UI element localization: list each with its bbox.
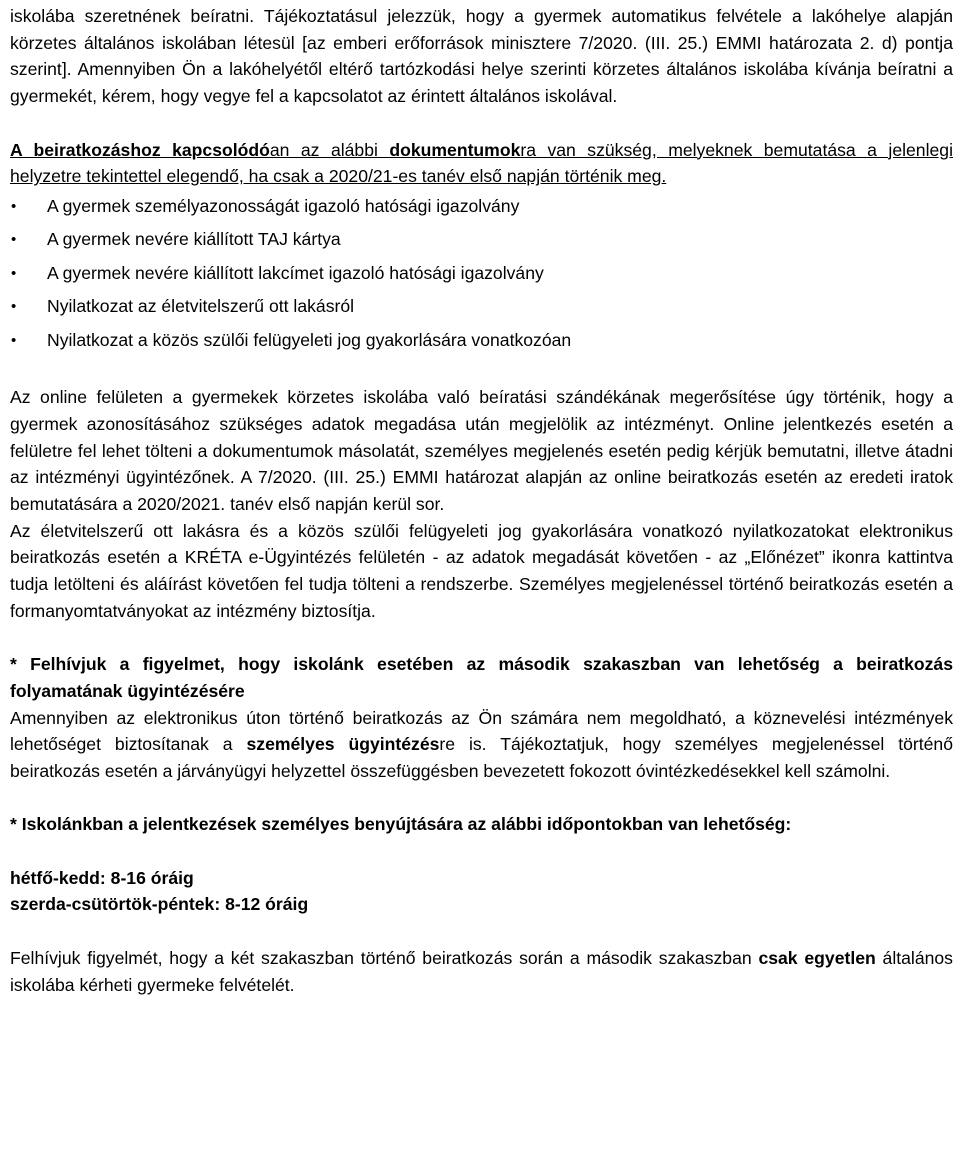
- intro-paragraph: iskolába szeretnének beíratni. Tájékoztatásul jelezzük, hogy a gyermek automatikus felvétele a lakóhelye alapján körzetes általános iskolában létesül [az emberi erőforrások minisztere 7/2020. (III. 25.) EMMI határozata 2. d) pontja szerint]. Amennyiben Ön a lakóhelyétől eltérő tartózkodási helye szerinti körzetes általános iskolába kívánja beíratni a gyermekét, kérem, hogy vegye fel a kapcsolatot az érintett általános iskolával.: [10, 6, 953, 107]
- list-item: [10, 290, 953, 324]
- list-item-label: Nyilatkozat a közös szülői felügyeleti jog gyakorlására vonatkozóan: [47, 329, 572, 350]
- notice-text-2: re is. Tájékoztatjuk, hogy személyes megjelenéssel történő beiratkozás esetén a járványügyi helyzettel összefüggésben bevezetett fokozott óvintézkedésekkel kell számolni.: [10, 734, 954, 781]
- documents-heading-bold-1: A beiratkozáshoz kapcsolódó: [10, 139, 270, 160]
- list-item-label: A gyermek nevére kiállított TAJ kártya: [47, 229, 341, 250]
- notice-text-bold: személyes ügyintézés: [246, 734, 440, 755]
- bullet-icon: •: [11, 331, 17, 349]
- closing-text-2: általános iskolába kérheti gyermeke felvételét.: [10, 947, 953, 995]
- spacer: [10, 110, 953, 137]
- list-item: [10, 324, 953, 358]
- spacer: [10, 785, 953, 812]
- documents-heading-bold-2: dokumentumok: [389, 139, 521, 160]
- notice-heading: * Felhívjuk a figyelmet, hogy iskolánk esetében az második szakaszban van lehetőség a beiratkozás folyamatának ügyintézésére: [10, 654, 953, 701]
- spacer: [10, 918, 953, 945]
- online-enrollment-paragraph: Az online felületen a gyermekek körzetes iskolába való beíratási szándékának megerősítése úgy történik, hogy a gyermek azonosításához szükséges adatok megadása után megjelölik az intézményt. Online jelentkezés esetén a felületre fel lehet tölteni a dokumentumok másolatát, személyes megjelenés esetén pedig kérjük bemutatni, illetve átadni az intézményi ügyintézőnek. A 7/2020. (III. 25.) EMMI határozat alapján az online beiratkozás esetén az eredeti iratok bemutatására a 2020/2021. tanév első napján kerül sor.: [10, 387, 953, 514]
- documents-heading-text-1: an az alábbi: [269, 139, 390, 160]
- list-item: [10, 223, 953, 257]
- closing-paragraph: [10, 945, 953, 998]
- list-item-label: Nyilatkozat az életvitelszerű ott lakásról: [47, 296, 355, 317]
- spacer: [10, 624, 953, 651]
- schedule-heading: * Iskolánkban a jelentkezések személyes benyújtására az alábbi időpontokban van lehetőség:: [10, 814, 792, 835]
- list-item: [10, 257, 953, 291]
- list-item: [10, 190, 953, 224]
- closing-text-bold: csak egyetlen: [758, 947, 876, 968]
- list-item-label: A gyermek nevére kiállított lakcímet igazoló hatósági igazolvány: [47, 262, 544, 283]
- list-item-label: A gyermek személyazonosságát igazoló hatósági igazolvány: [47, 195, 520, 216]
- documents-heading: [10, 137, 953, 190]
- required-documents-list: [10, 190, 953, 358]
- notice-paragraph: [10, 705, 953, 785]
- bullet-icon: •: [11, 197, 17, 215]
- spacer: [10, 357, 953, 384]
- documents-heading-text-2: ra van szükség, melyeknek bemutatása a jelenlegi helyzetre tekintettel elegendő, ha csak a 2020/21-es tanév első napján történik meg.: [10, 139, 953, 187]
- bullet-icon: •: [11, 231, 17, 249]
- bullet-icon: •: [11, 264, 17, 282]
- closing-text-1: Felhívjuk figyelmét, hogy a két szakaszban történő beiratkozás során a második szakaszban: [10, 947, 759, 968]
- declarations-paragraph: Az életvitelszerű ott lakásra és a közös szülői felügyeleti jog gyakorlására vonatkozó nyilatkozatokat elektronikus beiratkozás esetén a KRÉTA e-Ügyintézés felületén - az adatok megadását követően - az „Előnézet” ikonra kattintva tudja letölteni és aláírást követően fel tudja tölteni a rendszerbe. Személyes megjelenéssel történő beiratkozás esetén a formanyomtatványokat az intézmény biztosítja.: [10, 520, 953, 621]
- schedule-line-wed-fri: szerda-csütörtök-péntek: 8-12 óráig: [10, 894, 309, 915]
- bullet-icon: •: [11, 298, 17, 316]
- spacer: [10, 838, 953, 865]
- schedule-line-mon-tue: hétfő-kedd: 8-16 óráig: [10, 867, 194, 888]
- notice-text-1: Amennyiben az elektronikus úton történő beiratkozás az Ön számára nem megoldható, a köznevelési intézmények lehetőséget biztosítanak a: [10, 707, 953, 755]
